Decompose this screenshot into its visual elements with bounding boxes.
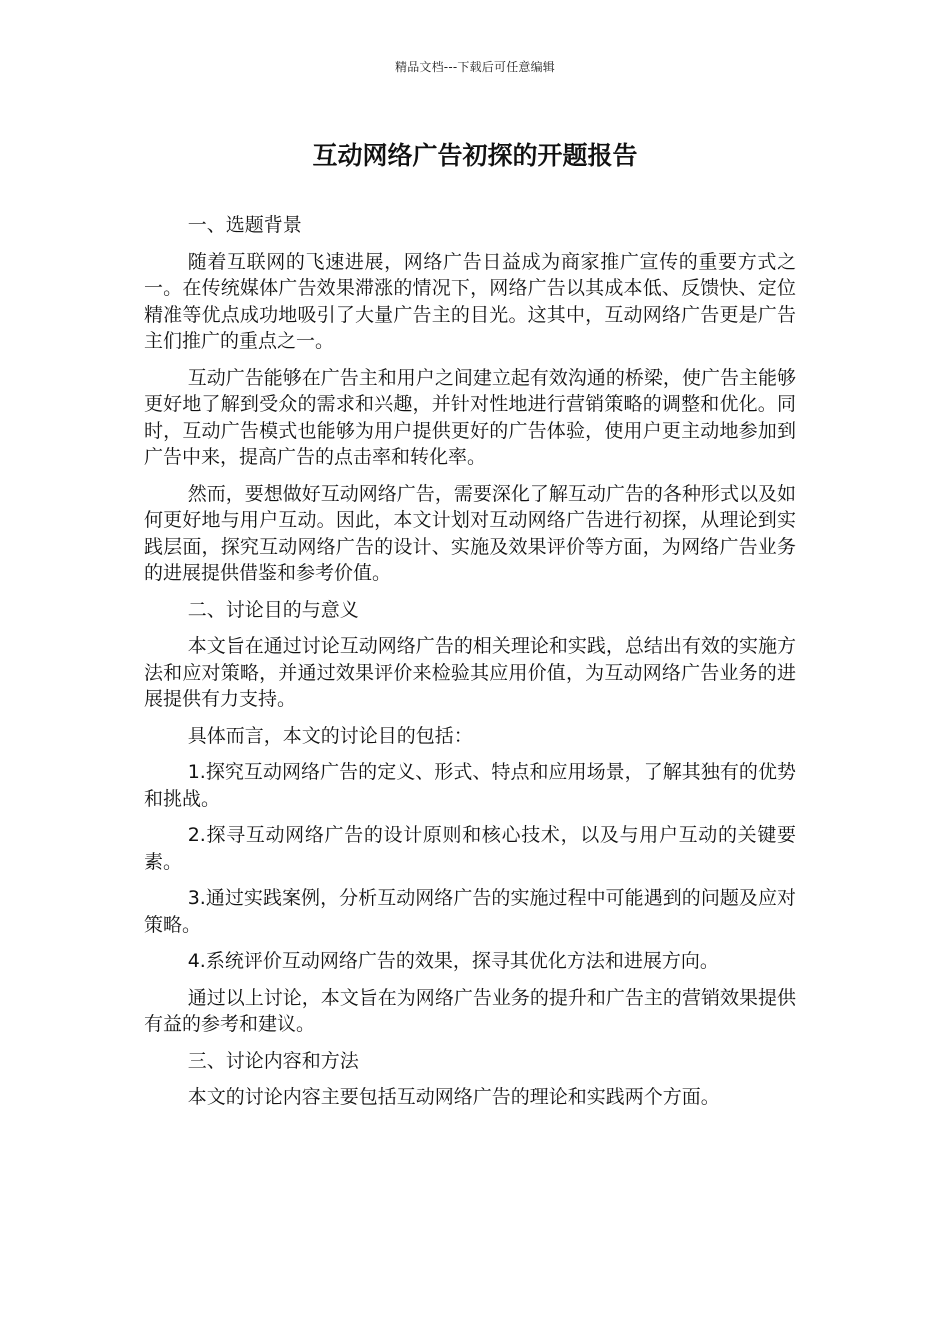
section-heading-background: 一、选题背景 [187,214,302,236]
paragraph: 随着互联网的飞速进展，网络广告日益成为商家推广宣传的重要方式之一。在传统媒体广告效果滞涨的情况下，网络广告以其成本低、反馈快、定位精准等优点成功地吸引了大量广告主的目光。这其中，互动网络广告更是广告主们推广的重点之一。 [144,250,796,352]
list-item: 1.探究互动网络广告的定义、形式、特点和应用场景，了解其独有的优势和挑战。 [144,761,796,810]
paragraph: 本文的讨论内容主要包括互动网络广告的理论和实践两个方面。 [187,1086,720,1108]
header-note: 精品文档---下载后可任意编辑 [395,60,555,74]
list-item: 3.通过实践案例，分析互动网络广告的实施过程中可能遇到的问题及应对策略。 [144,887,796,936]
document-title: 互动网络广告初探的开题报告 [312,141,638,170]
paragraph: 然而，要想做好互动网络广告，需要深化了解互动广告的各种形式以及如何更好地与用户互动。因此，本文计划对互动网络广告进行初探，从理论到实践层面，探究互动网络广告的设计、实施及效果评价等方面，为网络广告业务的进展提供借鉴和参考价值。 [144,482,796,584]
section-heading-content-method: 三、讨论内容和方法 [187,1049,359,1072]
paragraph: 本文旨在通过讨论互动网络广告的相关理论和实践，总结出有效的实施方法和应对策略，并通过效果评价来检验其应用价值，为互动网络广告业务的进展提供有力支持。 [144,635,796,710]
document-body [144,212,796,1121]
paragraph: 互动广告能够在广告主和用户之间建立起有效沟通的桥梁，使广告主能够更好地了解到受众的需求和兴趣，并针对性地进行营销策略的调整和优化。同时，互动广告模式也能够为用户提供更好的广告体验，使用户更主动地参加到广告中来，提高广告的点击率和转化率。 [144,366,796,468]
list-item: 2.探寻互动网络广告的设计原则和核心技术，以及与用户互动的关键要素。 [144,824,796,873]
list-item: 4.系统评价互动网络广告的效果，探寻其优化方法和进展方向。 [187,950,719,972]
paragraph: 具体而言，本文的讨论目的包括： [187,724,473,747]
paragraph: 通过以上讨论，本文旨在为网络广告业务的提升和广告主的营销效果提供有益的参考和建议。 [144,986,796,1035]
section-heading-purpose: 二、讨论目的与意义 [187,598,359,621]
